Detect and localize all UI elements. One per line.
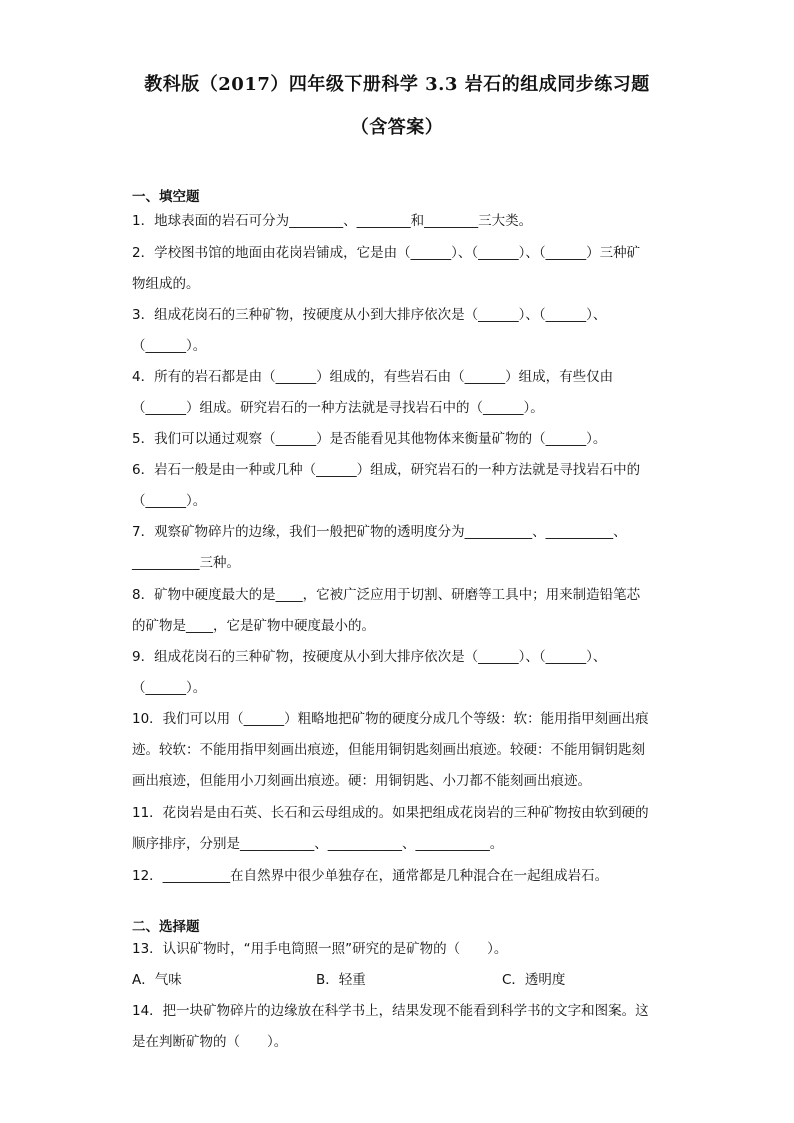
question-line: （______）。 [132,680,207,696]
question-8 [132,580,672,642]
question-line: 9．组成花岗石的三种矿物，按硬度从小到大排序依次是（______）、（______）、 [132,649,607,665]
question-14 [132,996,672,1058]
question-line: 的矿物是____，它是矿物中硬度最小的。 [132,618,375,634]
question-12 [132,861,672,892]
question-2 [132,238,672,300]
question-line: 14．把一块矿物碎片的边缘放在科学书上，结果发现不能看到科学书的文字和图案。这 [132,1003,649,1019]
question-line: 4．所有的岩石都是由（______）组成的，有些岩石由（______）组成，有些仅由 [132,369,614,385]
question-line: 2．学校图书馆的地面由花岗岩铺成，它是由（______）、（______）、（______）三种矿 [132,245,641,261]
option-c: C．透明度 [502,972,566,988]
question-3 [132,300,672,362]
question-line: 10．我们可以用（______）粗略地把矿物的硬度分成几个等级：软：能用指甲刻画出痕 [132,711,649,727]
question-line: 顺序排序，分别是___________、___________、___________。 [132,836,504,852]
question-4 [132,362,672,424]
question-line: 12．__________在自然界中很少单独存在，通常都是几种混合在一起组成岩石。 [132,868,609,884]
question-6 [132,455,672,517]
question-line: 6．岩石一般是由一种或几种（______）组成，研究岩石的一种方法就是寻找岩石中的 [132,462,641,478]
question-line: （______）。 [132,493,207,509]
question-line: 8．矿物中硬度最大的是____，它被广泛应用于切割、研磨等工具中；用来制造铅笔芯 [132,587,641,603]
question-10 [132,704,672,797]
question-line: 是在判断矿物的（ ）。 [132,1034,288,1050]
question-line: 迹。较软：不能用指甲刻画出痕迹，但能用铜钥匙刻画出痕迹。较硬：不能用铜钥匙刻 [132,742,645,758]
question-line: 物组成的。 [132,276,200,292]
option-b: B．轻重 [316,972,366,988]
document-subtitle: （含答案） [350,117,444,138]
option-a: A．气味 [132,972,182,988]
question-13-options [132,965,672,996]
question-line: 1．地球表面的岩石可分为________、________和________三大类。 [132,213,533,229]
question-line: 13．认识矿物时，“用手电筒照一照”研究的是矿物的（ ）。 [132,941,508,957]
question-13 [132,934,672,965]
question-7 [132,517,672,579]
question-11 [132,798,672,860]
question-line: 画出痕迹，但能用小刀刻画出痕迹。硬：用铜钥匙、小刀都不能刻画出痕迹。 [132,773,591,789]
question-line: 3．组成花岗石的三种矿物，按硬度从小到大排序依次是（______）、（______）、 [132,307,607,323]
question-line: __________三种。 [132,555,240,571]
section-heading-multiple-choice: 二、选择题 [132,919,200,935]
question-5 [132,424,672,455]
question-line: 11．花岗岩是由石英、长石和云母组成的。如果把组成花岗岩的三种矿物按由软到硬的 [132,805,649,821]
document-title: 教科版（2017）四年级下册科学 3.3 岩石的组成同步练习题 [144,74,650,95]
question-9 [132,642,672,704]
section-heading-fill-blank: 一、填空题 [132,189,200,205]
question-line: （______）。 [132,338,207,354]
question-1 [132,206,672,237]
question-line: 5．我们可以通过观察（______）是否能看见其他物体来衡量矿物的（______）。 [132,431,607,447]
question-line: 7．观察矿物碎片的边缘，我们一般把矿物的透明度分为__________、__________、 [132,524,627,540]
question-line: （______）组成。研究岩石的一种方法就是寻找岩石中的（______）。 [132,400,544,416]
